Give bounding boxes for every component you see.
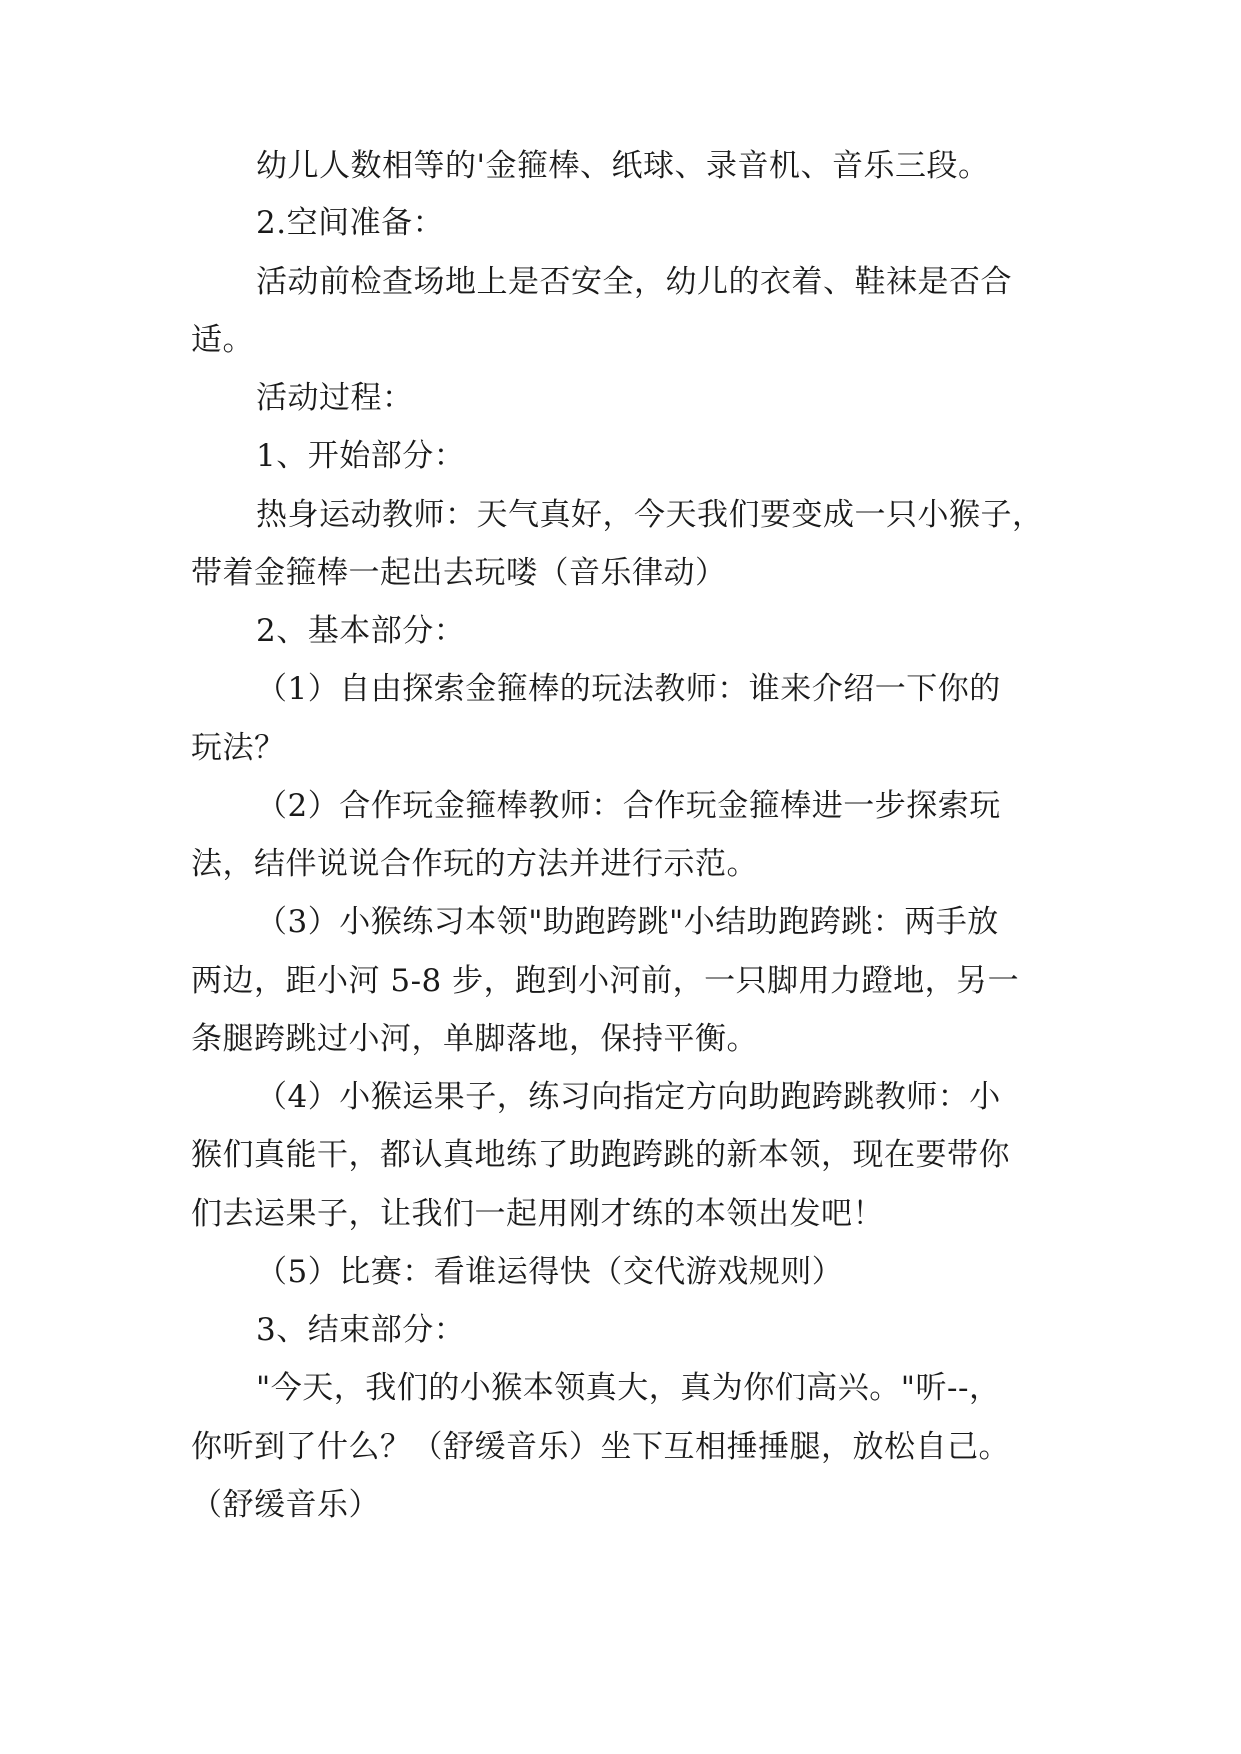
text-line: 1、开始部分： — [256, 438, 466, 474]
text-line: （4）小猴运果子，练习向指定方向助跑跨跳教师：小 — [256, 1079, 1001, 1115]
text-line: 幼儿人数相等的'金箍棒、纸球、录音机、音乐三段。 — [256, 148, 990, 184]
text-line: 活动过程： — [256, 380, 414, 416]
text-line: （5）比赛：看谁运得快（交代游戏规则） — [256, 1254, 844, 1290]
text-line: 带着金箍棒一起出去玩喽（音乐律动） — [191, 555, 727, 591]
text-line: "今天，我们的小猴本领真大，真为你们高兴。"听--， — [256, 1370, 1001, 1406]
text-line: （舒缓音乐） — [191, 1487, 380, 1523]
text-line: 两边，距小河 5-8 步，跑到小河前，一只脚用力蹬地，另一 — [191, 963, 1020, 999]
text-line: 法，结伴说说合作玩的方法并进行示范。 — [191, 846, 758, 882]
text-line: 适。 — [191, 322, 254, 358]
text-line: 们去运果子，让我们一起用刚才练的本领出发吧！ — [191, 1196, 884, 1232]
text-line: （2）合作玩金箍棒教师：合作玩金箍棒进一步探索玩 — [256, 788, 1001, 824]
text-line: 3、结束部分： — [256, 1312, 466, 1348]
text-line: 2、基本部分： — [256, 613, 466, 649]
text-line: 热身运动教师：天气真好，今天我们要变成一只小猴子， — [256, 497, 1044, 533]
text-line: 活动前检查场地上是否安全，幼儿的衣着、鞋袜是否合 — [256, 264, 1012, 300]
text-line: 条腿跨跳过小河，单脚落地，保持平衡。 — [191, 1021, 758, 1057]
text-line: 猴们真能干，都认真地练了助跑跨跳的新本领，现在要带你 — [191, 1137, 1010, 1173]
text-line: 你听到了什么？（舒缓音乐）坐下互相捶捶腿，放松自己。 — [191, 1429, 1010, 1465]
text-line: 2.空间准备： — [256, 205, 445, 241]
text-line: （3）小猴练习本领"助跑跨跳"小结助跑跨跳：两手放 — [256, 904, 999, 940]
text-line: （1）自由探索金箍棒的玩法教师：谁来介绍一下你的 — [256, 671, 1001, 707]
text-line: 玩法？ — [191, 730, 286, 766]
